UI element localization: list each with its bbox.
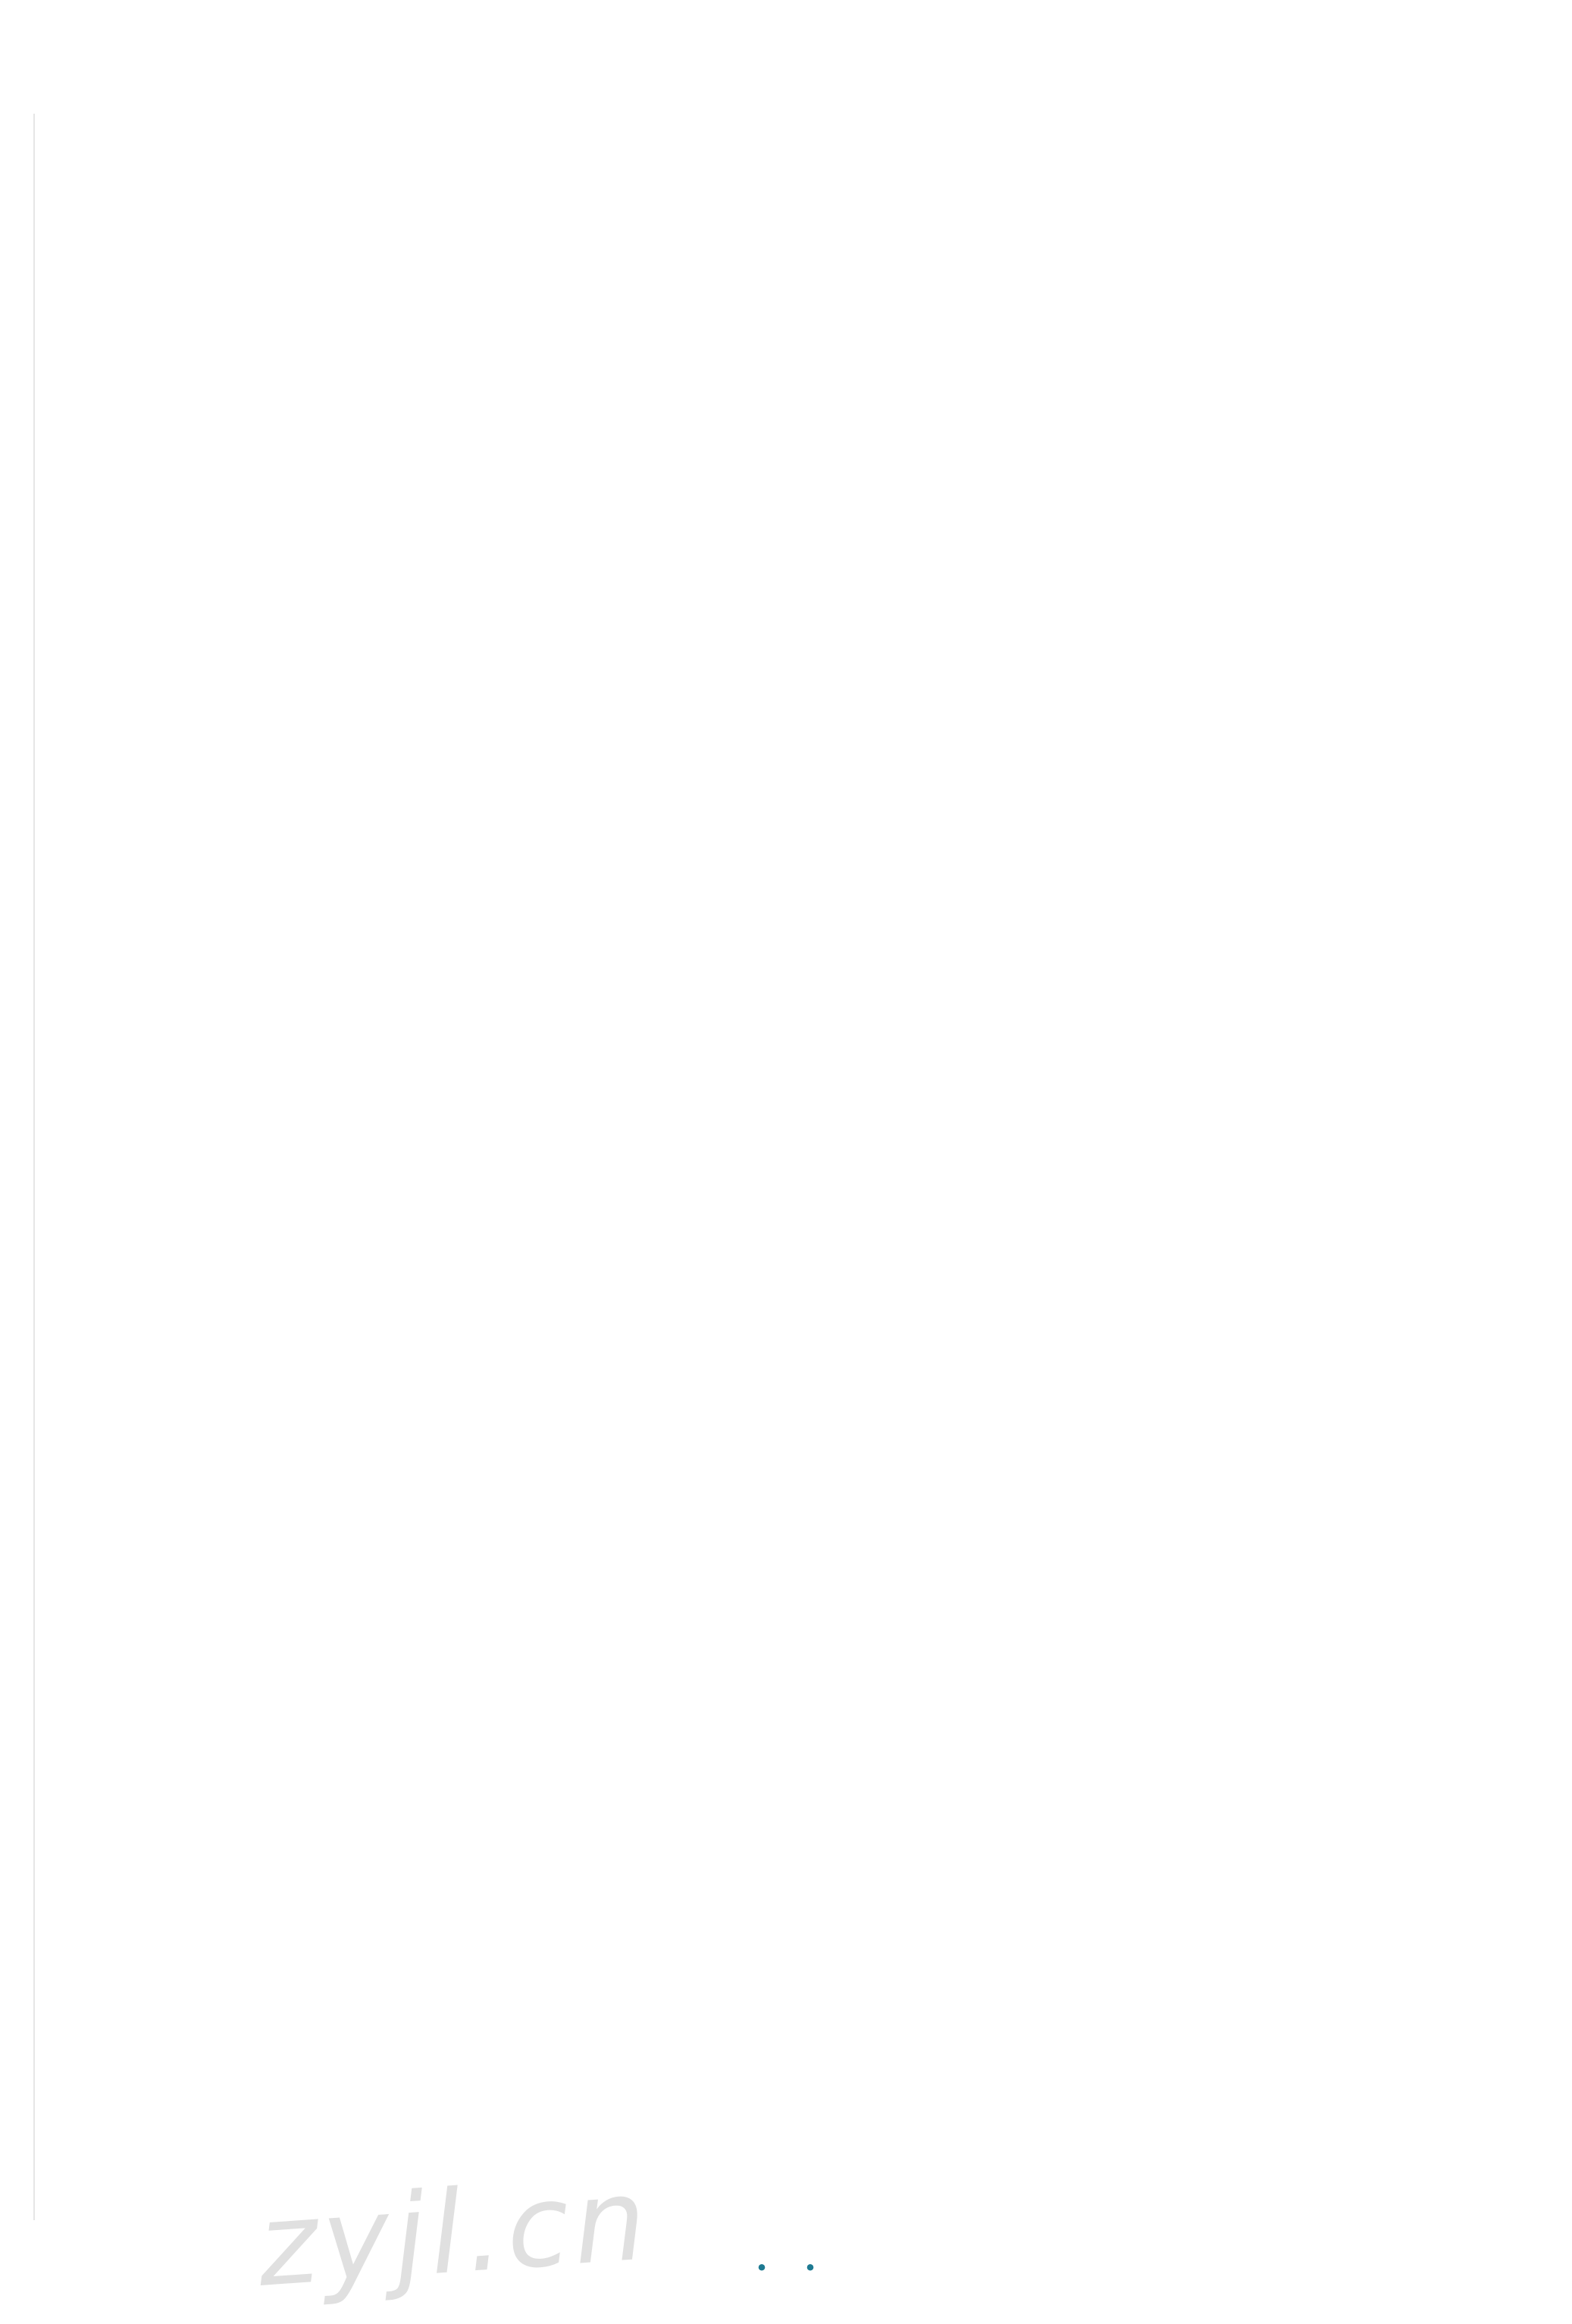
watermark-logo: zyjl.cn xyxy=(253,2154,655,2313)
left-margin-rule xyxy=(33,114,35,2220)
page-number: · · xyxy=(755,2247,817,2288)
module-title xyxy=(0,1853,1572,1902)
